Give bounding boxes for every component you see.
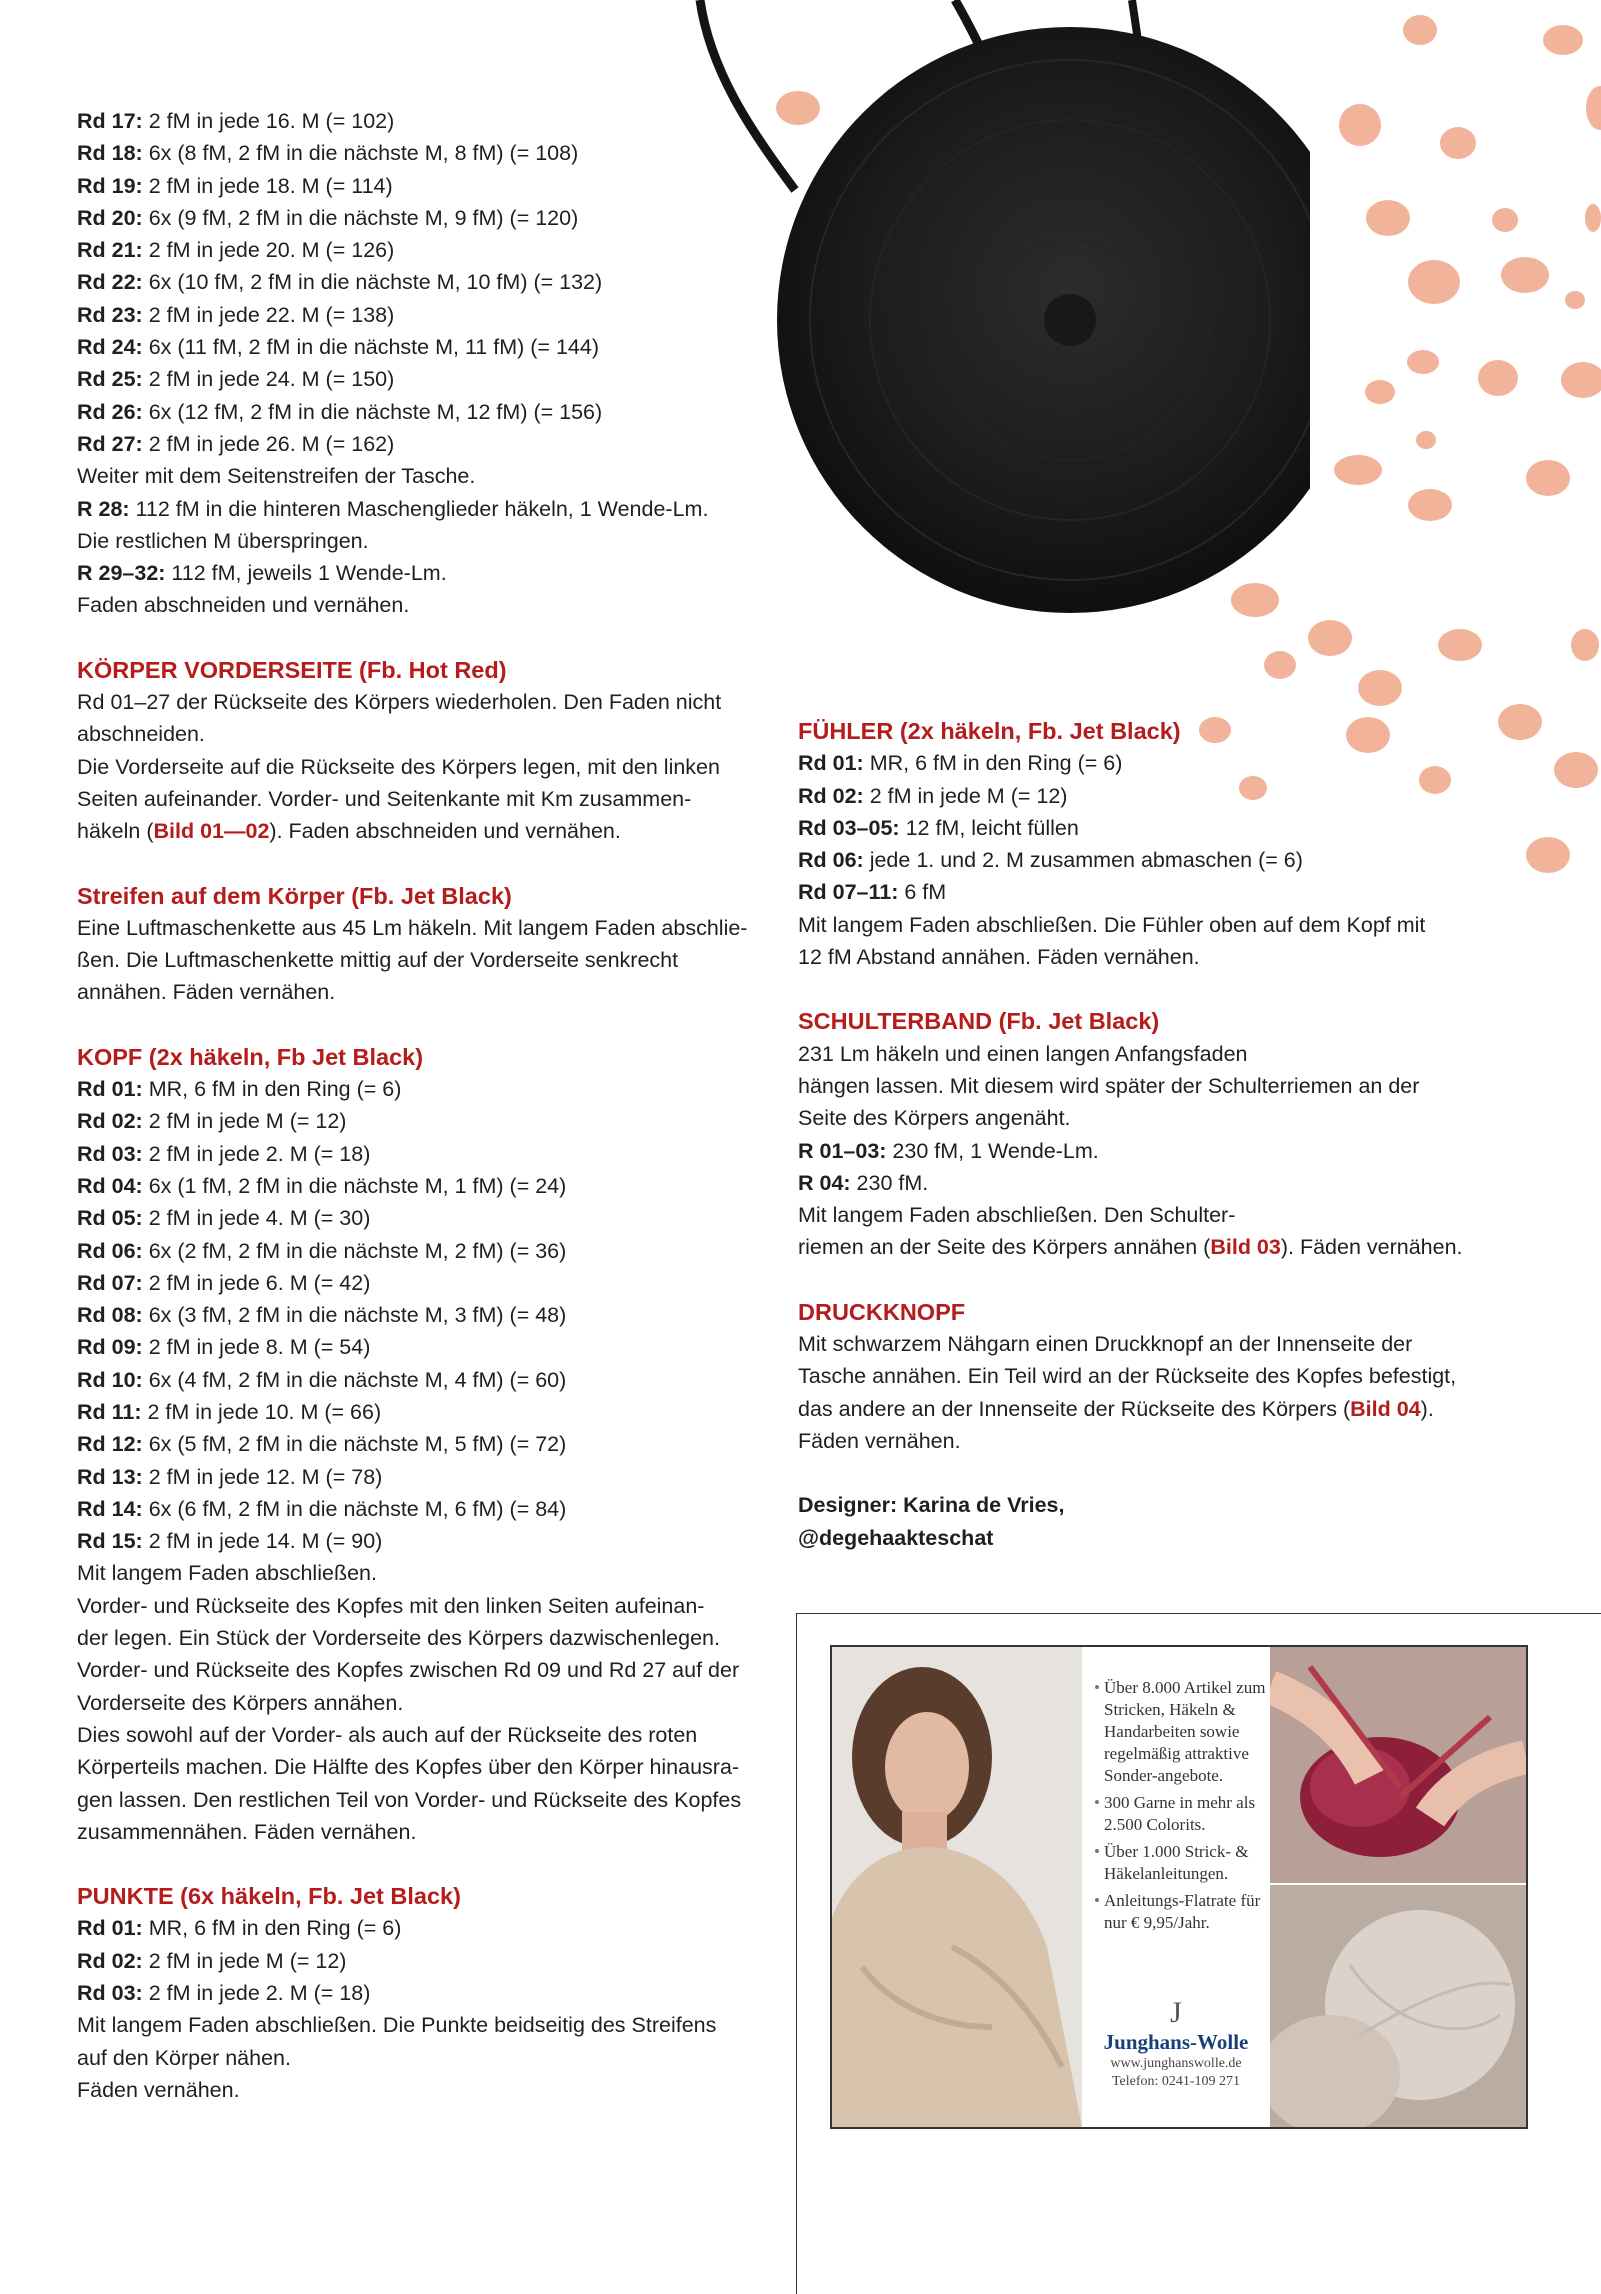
round-line-text: 6x (9 fM, 2 fM in die nächste M, 9 fM) (= 120)	[142, 205, 579, 230]
round-line-label: Rd 18:	[77, 141, 143, 166]
round-line	[798, 876, 1518, 908]
round-line-label: Rd 06:	[798, 848, 864, 873]
strap-instructions	[798, 1038, 1518, 1135]
round-line-text: 2 fM in jede 18. M (= 114)	[142, 173, 393, 198]
round-line	[77, 396, 777, 428]
round-line-label: Rd 02:	[798, 783, 864, 808]
bullet-mark: •	[1094, 1678, 1100, 1697]
round-line-label: Rd 27:	[77, 431, 143, 456]
text-line: Eine Luftmaschenkette aus 45 Lm häkeln. Mit langem Faden abschlie-	[77, 915, 748, 940]
ad-text-panel	[1084, 1647, 1268, 2127]
round-line	[77, 1977, 777, 2009]
ad-bullet-text: Anleitungs-Flatrate für nur € 9,95/Jahr.	[1104, 1891, 1261, 1932]
skip-rest: Die restlichen M überspringen.	[77, 528, 369, 553]
round-line-text: 2 fM in jede 20. M (= 126)	[142, 238, 395, 263]
dots-instructions	[77, 2009, 777, 2106]
round-line-label: Rd 26:	[77, 399, 143, 424]
round-line-label: Rd 20:	[77, 205, 143, 230]
text-line: hängen lassen. Mit diesem wird später der Schulterriemen an der	[798, 1073, 1420, 1098]
round-line-text: MR, 6 fM in den Ring (= 6)	[863, 751, 1123, 776]
round-line-label: Rd 25:	[77, 367, 143, 392]
round-line-label: Rd 01:	[798, 751, 864, 776]
text-line: auf den Körper nähen.	[77, 2045, 291, 2070]
round-line	[77, 1912, 777, 1944]
woman-sweater-photo	[832, 1647, 1082, 2127]
round-line-text: 2 fM in jede 12. M (= 78)	[142, 1464, 383, 1489]
round-line	[77, 331, 777, 363]
round-line-label: Rd 23:	[77, 302, 143, 327]
section-heading-feeler: FÜHLER (2x häkeln, Fb. Jet Black)	[798, 718, 1181, 744]
text-line: ßen. Die Luftmaschenkette mittig auf der Vorderseite senkrecht	[77, 948, 679, 973]
text-line: Rd 01–27 der Rückseite des Körpers wiederholen. Den Faden nicht	[77, 690, 722, 715]
round-line-text: 6x (6 fM, 2 fM in die nächste M, 6 fM) (= 84)	[142, 1496, 567, 1521]
round-line-text: 2 fM in jede 2. M (= 18)	[142, 1141, 371, 1166]
round-line	[77, 137, 777, 169]
round-line	[77, 428, 777, 460]
image-ref-03: Bild 03	[1210, 1235, 1281, 1260]
strap-end: Mit langem Faden abschließen. Den Schulter-	[798, 1203, 1236, 1228]
round-line-text: 2 fM in jede M (= 12)	[863, 783, 1068, 808]
ad-bullet-text: 300 Garne in mehr als 2.500 Colorits.	[1104, 1793, 1256, 1834]
round-line	[77, 1170, 777, 1202]
round-line-text: 2 fM in jede 2. M (= 18)	[142, 1981, 371, 2006]
round-line-text: 12 fM, leicht füllen	[899, 815, 1079, 840]
round-line-label: Rd 07–11:	[798, 880, 899, 905]
round-line-label: Rd 19:	[77, 173, 143, 198]
round-line-text: 2 fM in jede 6. M (= 42)	[142, 1270, 371, 1295]
round-line-label: Rd 11:	[77, 1399, 142, 1424]
knitting-hands-photo	[1270, 1647, 1526, 1883]
ad-bullet-text: Über 1.000 Strick- & Häkelanleitungen.	[1104, 1842, 1249, 1883]
round-line	[77, 1105, 777, 1137]
text-line: gen lassen. Den restlichen Teil von Vorder- und Rückseite des Kopfes	[77, 1787, 742, 1812]
text-line: Mit langem Faden abschließen. Die Fühler oben auf dem Kopf mit	[798, 912, 1426, 937]
round-line	[77, 234, 777, 266]
round-line	[798, 812, 1518, 844]
section-heading-front: KÖRPER VORDERSEITE (Fb. Hot Red)	[77, 656, 507, 683]
body-back-rounds	[77, 105, 777, 460]
round-line-text: 2 fM in jede 10. M (= 66)	[141, 1399, 382, 1424]
logo-mark: J	[1170, 1996, 1182, 2029]
feeler-instructions	[798, 909, 1518, 974]
snap-last-line: das andere an der Innenseite der Rückseite des Körpers (Bild 04).	[798, 1396, 1434, 1421]
round-line-text: 6x (4 fM, 2 fM in die nächste M, 4 fM) (= 60)	[142, 1367, 567, 1392]
text-line: 12 fM Abstand annähen. Fäden vernähen.	[798, 945, 1200, 970]
round-line	[77, 1073, 777, 1105]
ad-bullet-item	[1094, 1841, 1268, 1885]
round-line-label: Rd 09:	[77, 1335, 143, 1360]
round-line-label: Rd 08:	[77, 1303, 143, 1328]
round-line	[77, 299, 777, 331]
round-line	[77, 363, 777, 395]
ad-bullet-text: Über 8.000 Artikel zum Stricken, Häkeln & Handarbeiten sowie regelmäßig attraktive Sonder-angebote.	[1104, 1678, 1266, 1785]
round-line-text: 6x (12 fM, 2 fM in die nächste M, 12 fM) (= 156)	[142, 399, 603, 424]
round-line-label: Rd 24:	[77, 335, 143, 360]
bullet-mark: •	[1094, 1891, 1100, 1910]
round-line-text: 6x (3 fM, 2 fM in die nächste M, 3 fM) (= 48)	[142, 1303, 567, 1328]
round-line-text: 2 fM in jede 26. M (= 162)	[142, 431, 395, 456]
round-line	[77, 1525, 777, 1557]
snap-end: Fäden vernähen.	[798, 1428, 961, 1453]
feeler-rounds	[798, 747, 1518, 908]
round-line-text: 6x (2 fM, 2 fM in die nächste M, 2 fM) (= 36)	[142, 1238, 567, 1263]
round-line-text: 6x (8 fM, 2 fM in die nächste M, 8 fM) (= 108)	[142, 141, 579, 166]
round-line-label: Rd 01:	[77, 1077, 143, 1102]
round-line-text: jede 1. und 2. M zusammen abmaschen (= 6)	[863, 848, 1303, 873]
ad-url[interactable]: www.junghanswolle.de	[1110, 2056, 1242, 2071]
dots-rounds	[77, 1912, 777, 2009]
section-heading-strap: SCHULTERBAND (Fb. Jet Black)	[798, 1008, 1160, 1035]
bullet-mark: •	[1094, 1793, 1100, 1812]
round-line	[798, 747, 1518, 779]
ad-bullet-item	[1094, 1890, 1268, 1934]
round-line-label: Rd 06:	[77, 1238, 143, 1263]
yarn-balls-photo	[1270, 1885, 1526, 2127]
text-line: Seiten aufeinander. Vorder- und Seitenkante mit Km zusammen-	[77, 786, 692, 811]
image-ref-04: Bild 04	[1350, 1396, 1421, 1421]
text-line: abschneiden.	[77, 722, 205, 747]
round-line	[77, 1396, 777, 1428]
round-line-label: Rd 13:	[77, 1464, 143, 1489]
image-ref-01-02: Bild 01—02	[153, 819, 270, 844]
left-column	[77, 105, 777, 2106]
round-line	[77, 1428, 777, 1460]
front-instructions	[77, 686, 777, 815]
round-line-label: Rd 15:	[77, 1529, 143, 1554]
text-line: der legen. Ein Stück der Vorderseite des Körpers dazwischenlegen.	[77, 1626, 720, 1651]
ad-phone: Telefon: 0241-109 271	[1111, 2074, 1241, 2089]
round-line-text: 2 fM in jede M (= 12)	[142, 1109, 347, 1134]
round-line-text: 6x (1 fM, 2 fM in die nächste M, 1 fM) (= 24)	[142, 1173, 567, 1198]
section-heading-stripe: Streifen auf dem Körper (Fb. Jet Black)	[77, 882, 512, 909]
text-line: Körperteils machen. Die Hälfte des Kopfes über den Körper hinausra-	[77, 1755, 740, 1780]
round-line	[798, 780, 1518, 812]
front-last-line: häkeln (Bild 01—02). Faden abschneiden und vernähen.	[77, 819, 621, 844]
row-29-32: R 29–32: 112 fM, jeweils 1 Wende-Lm.	[77, 561, 447, 586]
text-line: Die Vorderseite auf die Rückseite des Körpers legen, mit den linken	[77, 754, 720, 779]
round-line	[77, 1138, 777, 1170]
snap-instructions	[798, 1328, 1518, 1393]
round-line-label: Rd 05:	[77, 1206, 143, 1231]
round-line	[77, 1493, 777, 1525]
round-line	[77, 1267, 777, 1299]
round-line-text: MR, 6 fM in den Ring (= 6)	[142, 1916, 402, 1941]
strap-row-4: R 04: 230 fM.	[798, 1170, 929, 1195]
round-line-label: Rd 03:	[77, 1141, 143, 1166]
round-line-text: 6x (11 fM, 2 fM in die nächste M, 11 fM) (= 144)	[142, 335, 599, 360]
ad-bullet-item	[1094, 1677, 1268, 1787]
round-line-label: Rd 10:	[77, 1367, 143, 1392]
brand-name: Junghans-Wolle	[1103, 2030, 1249, 2054]
text-line: Seite des Körpers angenäht.	[798, 1106, 1071, 1131]
round-line-text: 2 fM in jede 8. M (= 54)	[142, 1335, 371, 1360]
text-line: zusammennähen. Fäden vernähen.	[77, 1819, 417, 1844]
round-line-text: 2 fM in jede 16. M (= 102)	[142, 109, 395, 133]
side-intro: Weiter mit dem Seitenstreifen der Tasche.	[77, 464, 476, 489]
round-line-text: 2 fM in jede 4. M (= 30)	[142, 1206, 371, 1231]
text-line: 231 Lm häkeln und einen langen Anfangsfaden	[798, 1041, 1248, 1066]
section-heading-dots: PUNKTE (6x häkeln, Fb. Jet Black)	[77, 1883, 461, 1910]
round-line	[77, 1202, 777, 1234]
round-line-text: 2 fM in jede M (= 12)	[142, 1948, 347, 1973]
round-line-label: Rd 14:	[77, 1496, 143, 1521]
ad-bullet-list	[1094, 1677, 1268, 1939]
ad-bullet-item	[1094, 1792, 1268, 1836]
strap-row-1-3: R 01–03: 230 fM, 1 Wende-Lm.	[798, 1138, 1099, 1163]
round-line-text: 2 fM in jede 24. M (= 150)	[142, 367, 395, 392]
text-line: Mit schwarzem Nähgarn einen Druckknopf an der Innenseite der	[798, 1332, 1413, 1357]
section-heading-head: KOPF (2x häkeln, Fb Jet Black)	[77, 1043, 424, 1070]
round-line	[77, 170, 777, 202]
text-line: Vorder- und Rückseite des Kopfes zwischen Rd 09 und Rd 27 auf der	[77, 1658, 740, 1683]
round-line	[798, 844, 1518, 876]
round-line-text: 6x (10 fM, 2 fM in die nächste M, 10 fM) (= 132)	[142, 270, 603, 295]
round-line	[77, 266, 777, 298]
round-line-label: Rd 17:	[77, 109, 143, 133]
designer-name: Designer: Karina de Vries,	[798, 1493, 1065, 1518]
text-line: annähen. Fäden vernähen.	[77, 980, 336, 1005]
round-line	[77, 1461, 777, 1493]
head-instructions	[77, 1557, 777, 1848]
text-line: Vorderseite des Körpers annähen.	[77, 1690, 404, 1715]
row-28: R 28: 112 fM in die hinteren Maschenglieder häkeln, 1 Wende-Lm.	[77, 496, 709, 521]
round-line	[77, 1299, 777, 1331]
round-line-text: 6 fM	[898, 880, 947, 905]
round-line-text: 6x (5 fM, 2 fM in die nächste M, 5 fM) (= 72)	[142, 1432, 567, 1457]
round-line	[77, 1945, 777, 1977]
round-line-text: MR, 6 fM in den Ring (= 6)	[142, 1077, 402, 1102]
round-line-label: Rd 03:	[77, 1981, 143, 2006]
round-line-label: Rd 02:	[77, 1948, 143, 1973]
round-line-label: Rd 21:	[77, 238, 143, 263]
round-line	[77, 1235, 777, 1267]
round-line-label: Rd 03–05:	[798, 815, 900, 840]
round-line-label: Rd 02:	[77, 1109, 143, 1134]
round-line-label: Rd 01:	[77, 1916, 143, 1941]
text-line: Mit langem Faden abschließen. Die Punkte beidseitig des Streifens	[77, 2013, 717, 2038]
round-line-label: Rd 12:	[77, 1432, 143, 1457]
strap-last-line: riemen an der Seite des Körpers annähen (Bild 03). Fäden vernähen.	[798, 1235, 1463, 1260]
text-line: Dies sowohl auf der Vorder- als auch auf der Rückseite des roten	[77, 1722, 698, 1747]
round-line	[77, 105, 777, 137]
text-line: Fäden vernähen.	[77, 2077, 240, 2102]
designer-handle: @degehaakteschat	[798, 1525, 994, 1550]
round-line-label: Rd 22:	[77, 270, 143, 295]
right-column	[798, 715, 1518, 1554]
round-line	[77, 202, 777, 234]
junghans-logo[interactable]	[1084, 1997, 1268, 2091]
text-line: Mit langem Faden abschließen.	[77, 1561, 377, 1586]
text-line: Vorder- und Rückseite des Kopfes mit den linken Seiten aufeinan-	[77, 1593, 705, 1618]
section-heading-snap: DRUCKKNOPF	[798, 1298, 966, 1325]
round-line	[77, 1331, 777, 1363]
head-rounds	[77, 1073, 777, 1557]
round-line-label: Rd 04:	[77, 1173, 143, 1198]
round-line-text: 2 fM in jede 22. M (= 138)	[142, 302, 395, 327]
bullet-mark: •	[1094, 1842, 1100, 1861]
text-line: Tasche annähen. Ein Teil wird an der Rückseite des Kopfes befestigt,	[798, 1364, 1457, 1389]
stripe-instructions	[77, 912, 777, 1009]
junghans-advertisement[interactable]	[830, 1645, 1528, 2129]
round-line-text: 2 fM in jede 14. M (= 90)	[142, 1529, 383, 1554]
round-line	[77, 1364, 777, 1396]
finish-note: Faden abschneiden und vernähen.	[77, 593, 410, 618]
round-line-label: Rd 07:	[77, 1270, 143, 1295]
